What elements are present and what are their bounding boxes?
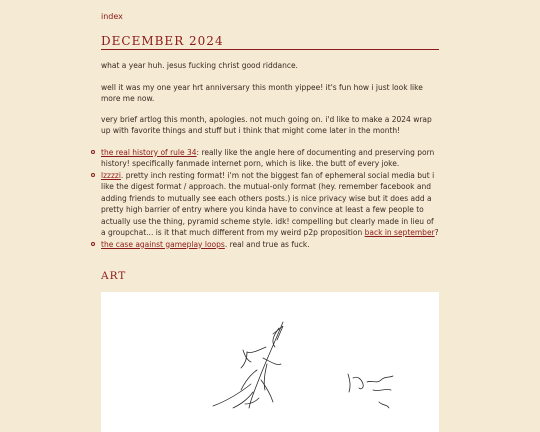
bullet-icon: [91, 173, 95, 177]
list-item-text: . real and true as fuck.: [224, 239, 310, 249]
list-item-text: . pretty inch resting format! i'm not the biggest fan of ephemeral social media but i like the digest format / approach. the mutual-only format (hey. remember facebook and adding friends to mutually see each others posts.) is nice privacy wise but it does add a pretty high barrier of entry where you kinda have to convince at least a few people to actually use the thing, pyramid scheme style. idk! compelling but clearly made in lieu of a groupchat... is it that much different from my weird p2p proposition: [101, 170, 435, 237]
list-item-text: : really like the angle here of documenting and preserving porn history! specifically fanmade internet porn, which is like. the butt of every joke.: [101, 147, 435, 168]
index-link[interactable]: index: [101, 12, 123, 21]
link-list: [101, 147, 439, 251]
back-in-september-link[interactable]: back in september: [364, 228, 435, 237]
entry-title: DECEMBER 2024: [101, 34, 439, 50]
paragraph-1: what a year huh. jesus fucking christ good riddance.: [101, 61, 298, 70]
page-content: [101, 0, 439, 432]
list-item: [101, 147, 439, 170]
art-heading: ART: [101, 270, 127, 282]
paragraph-3: very brief artlog this month, apologies. not much going on. i'd like to make a 2024 wrap up with favorite things and stuff but i think that might come later in the month!: [101, 114, 432, 135]
paragraph-2: well it was my one year hrt anniversary this month yippee! it's fun how i just look like more me now.: [101, 82, 423, 103]
art-sketch-image: [101, 292, 439, 432]
list-item: [101, 170, 439, 239]
bullet-icon: [91, 150, 95, 154]
rule34-link[interactable]: the real history of rule 34: [101, 147, 197, 157]
sketch-drawing: [101, 292, 439, 432]
list-item-tail: ?: [434, 228, 439, 237]
lzzzzi-link[interactable]: lzzzzi: [101, 170, 121, 180]
gameplay-loops-link[interactable]: the case against gameplay loops: [101, 239, 225, 249]
bullet-icon: [91, 242, 95, 246]
list-item: [101, 239, 439, 251]
